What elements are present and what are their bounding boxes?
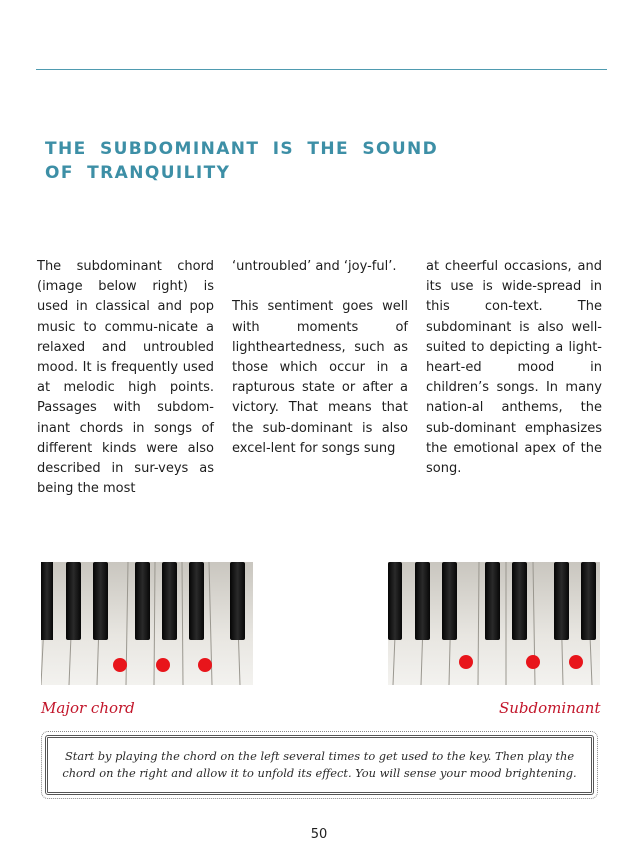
section-heading: THE SUBDOMINANT IS THE SOUND OF TRANQUILITY	[45, 139, 439, 183]
page-number: 50	[310, 827, 328, 842]
chord-marker-dot	[459, 655, 473, 669]
top-rule	[36, 69, 607, 70]
caption-subdominant: Subdominant	[499, 699, 601, 717]
text-column-1	[37, 257, 214, 520]
piano-keys-illustration	[388, 562, 600, 685]
caption-major-chord: Major chord	[41, 699, 135, 717]
paragraph: at cheerful occasions, and its use is wide-spread in this con-text. The subdominant is also well-suited to depicting a light-heart-ed mood in children’s songs. In many nation-al anthems, the sub-dominant emphasizes the emotional apex of the song.	[426, 259, 602, 477]
chord-marker-dot	[198, 658, 212, 672]
text-column-2	[232, 257, 408, 479]
chord-marker-dot	[526, 655, 540, 669]
paragraph: ‘untroubled’ and ‘joy-ful’.	[232, 259, 397, 274]
instruction-note-text: Start by playing the chord on the left several times to get used to the key. Then play the chord on the right and allow it to unfold its effect. You will sense your mood brightening.	[62, 749, 577, 780]
chord-marker-dot	[113, 658, 127, 672]
text-column-3	[426, 257, 602, 499]
black-keys	[388, 562, 596, 640]
piano-photo-subdominant	[388, 562, 600, 685]
piano-photo-major-chord	[41, 562, 253, 685]
chord-marker-dot	[156, 658, 170, 672]
paragraph: The subdominant chord (image below right) is used in classical and pop music to commu-nicate a relaxed and untroubled mood. It is frequently used at melodic high points. Passages with subdom-inant chords in songs of different kinds were also described in sur-veys as being the most	[37, 259, 214, 497]
instruction-note-box	[45, 735, 594, 795]
piano-keys-illustration	[41, 562, 253, 685]
chord-marker-dot	[569, 655, 583, 669]
paragraph: This sentiment goes well with moments of lightheartedness, such as those which occur in a rapturous state or after a victory. That means that the sub-dominant is also excel-lent for songs sung	[232, 299, 408, 456]
